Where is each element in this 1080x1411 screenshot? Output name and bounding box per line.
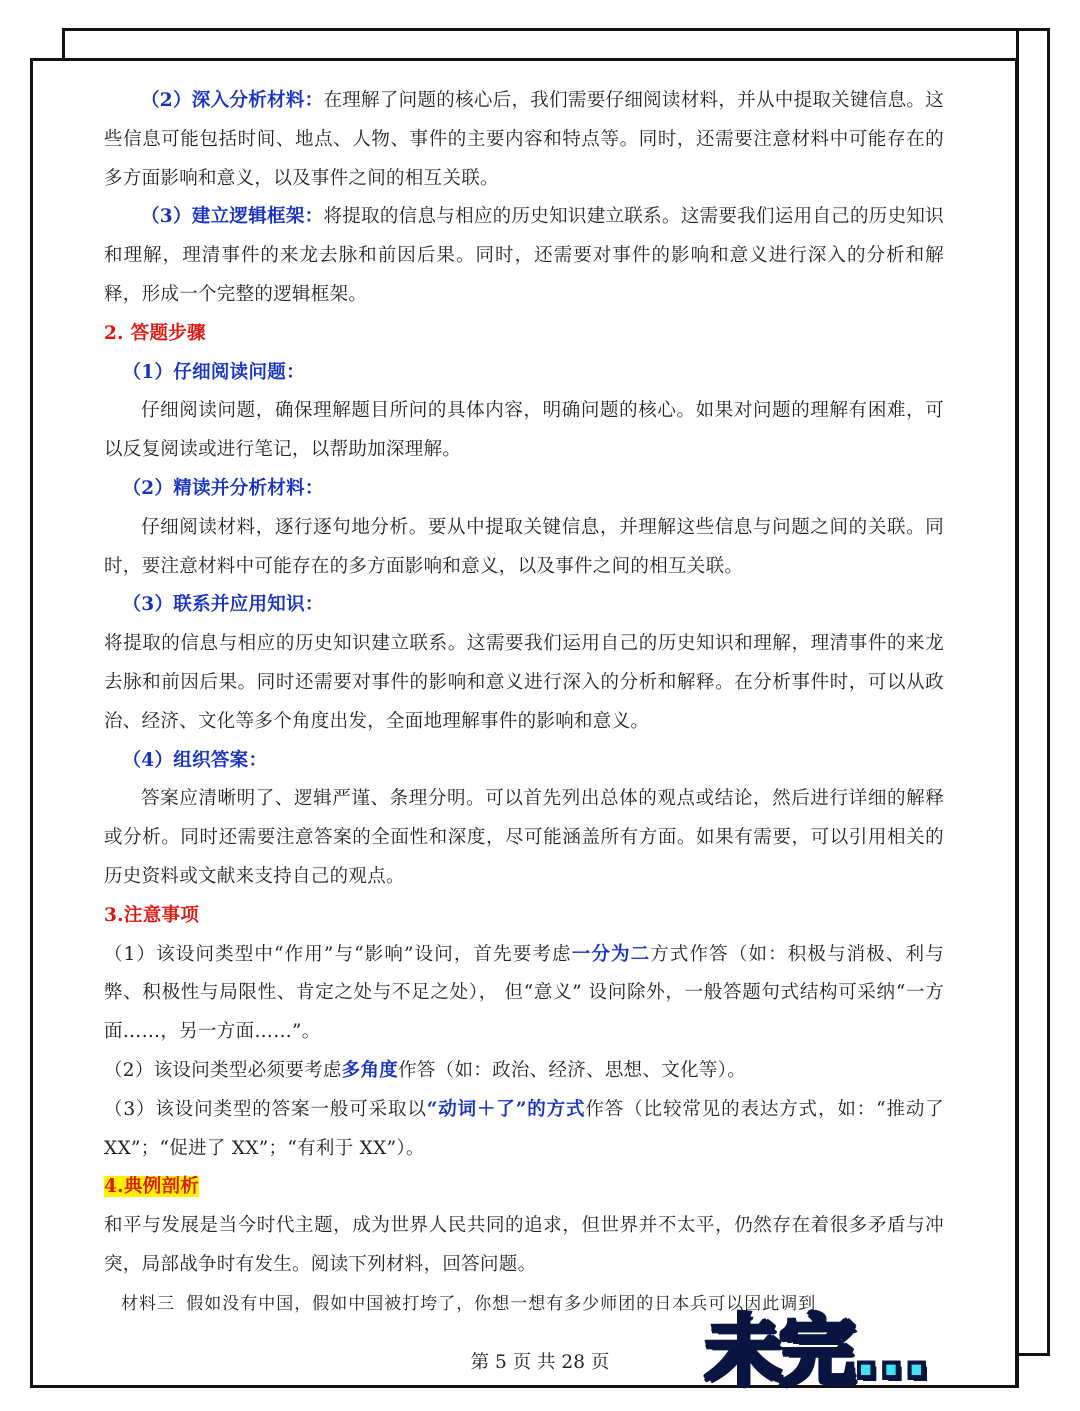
paragraph-logic-framework: （3）建立逻辑框架：将提取的信息与相应的历史知识建立联系。这需要我们运用自己的历史知识和理解，理清事件的来龙去脉和前因后果。同时，还需要对事件的影响和意义进行深入的分析和解释，形成一个完整的逻辑框架。 [104, 206, 945, 305]
note-item: （2）该设问类型必须要考虑多角度作答（如：政治、经济、思想、文化等）。 [104, 1059, 747, 1081]
step-heading: （1）仔细阅读问题： [122, 361, 305, 383]
step-heading: （2）精读并分析材料： [122, 477, 324, 499]
step-text: 仔细阅读材料，逐行逐句地分析。要从中提取关键信息，并理解这些信息与问题之间的关联。同时，要注意材料中可能存在的多方面影响和意义，以及事件之间的相互关联。 [104, 516, 944, 577]
example-intro: 和平与发展是当今时代主题，成为世界人民共同的追求，但世界并不太平，仍然存在着很多矛盾与冲突，局部战争时有发生。阅读下列材料，回答问题。 [104, 1215, 944, 1275]
step-heading: （4）组织答案： [122, 749, 268, 771]
step-text: 答案应清晰明了、逻辑严谨、条理分明。可以首先列出总体的观点或结论，然后进行详细的解释或分析。同时还需要注意答案的全面性和深度，尽可能涵盖所有方面。如果有需要，可以引用相关的历史资料或文献来支持自己的观点。 [104, 788, 944, 887]
item-label: （3）建立逻辑框架： [141, 206, 324, 228]
unfinished-sticker: 未完… [705, 1306, 927, 1395]
page-content [104, 82, 944, 1324]
item-label: （2）深入分析材料： [141, 90, 324, 111]
section-heading-example: 4.典例剖析 [104, 1176, 200, 1198]
note-item: （3）该设问类型的答案一般可采取以“动词＋了”的方式作答（比较常见的表达方式，如：“推动了 XX”；“促进了 XX”；“有利于 XX”）。 [104, 1098, 945, 1159]
step-heading: （3）联系并应用知识： [122, 594, 324, 616]
book-spine-edge [1016, 28, 1052, 1388]
note-item: （1）该设问类型中“作用”与“影响”设问，首先要考虑一分为二方式作答（如：积极与消极、利与弊、积极性与局限性、肯定之处与不足之处）， 但“意义” 设问除外，一般答题句式结构可采纳“一方面……，另一方面……”。 [104, 943, 945, 1043]
step-text: 将提取的信息与相应的历史知识建立联系。这需要我们运用自己的历史知识和理解，理清事件的来龙去脉和前因后果。同时还需要对事件的影响和意义进行深入的分析和解释。在分析事件时，可以从政治、经济、文化等多个角度出发，全面地理解事件的影响和意义。 [104, 633, 944, 732]
step-text: 仔细阅读问题，确保理解题目所问的具体内容，明确问题的核心。如果对问题的理解有困难，可以反复阅读或进行笔记，以帮助加深理解。 [104, 400, 944, 461]
paragraph-analyze-material: （2）深入分析材料：在理解了问题的核心后，我们需要仔细阅读材料，并从中提取关键信息。这些信息可能包括时间、地点、人物、事件的主要内容和特点等。同时，还需要注意材料中可能存在的多方面影响和意义，以及事件之间的相互关联。 [104, 90, 945, 189]
material-quote: 材料三 假如没有中国，假如中国被打垮了，你想一想有多少师团的日本兵可以因此调到 [121, 1293, 817, 1314]
section-heading-answer-steps: 2. 答题步骤 [104, 322, 206, 344]
section-heading-notes: 3.注意事项 [104, 904, 200, 926]
page-number-footer: 第 5 页 共 28 页 [470, 1352, 610, 1373]
